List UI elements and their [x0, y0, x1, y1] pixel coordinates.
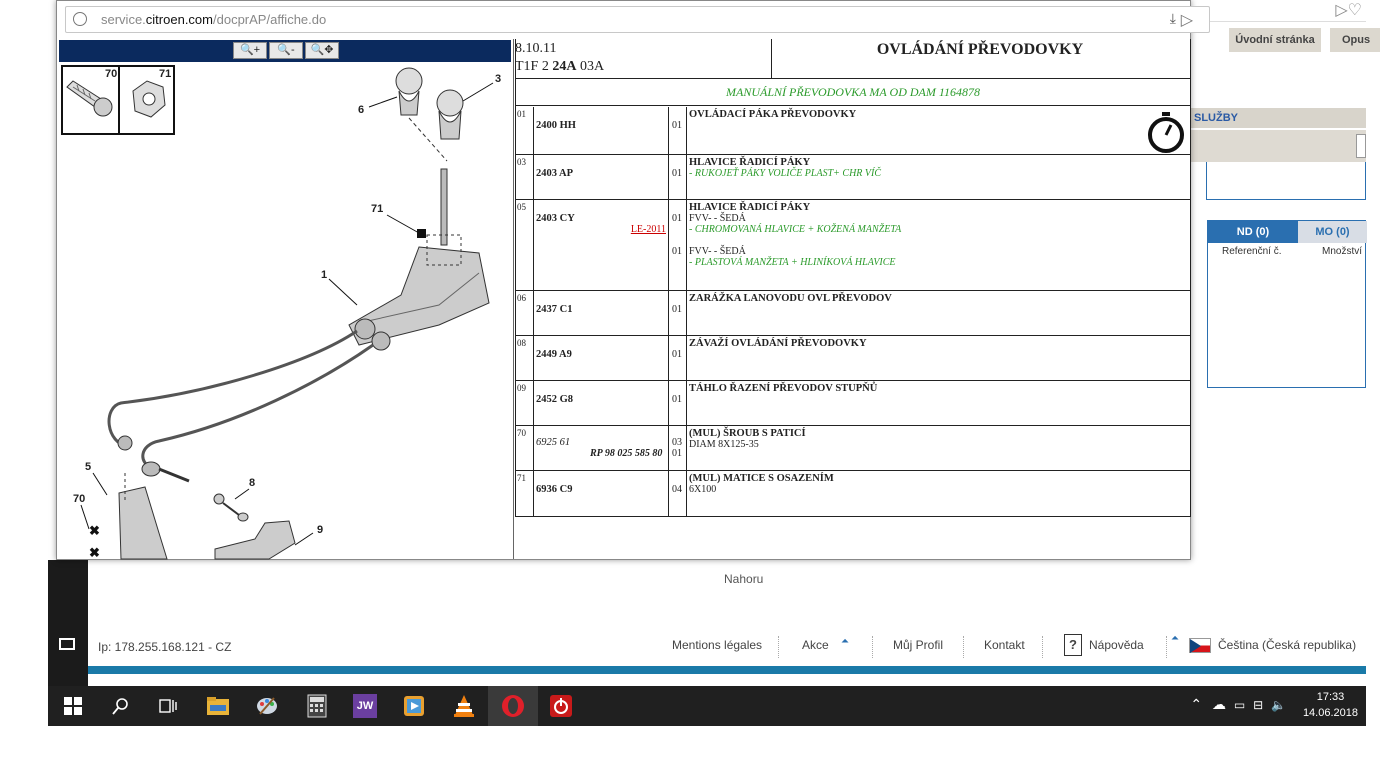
footer: [88, 632, 1366, 662]
row-qty-cell: [669, 426, 687, 470]
part-description: OVLÁDACÍ PÁKA PŘEVODOVKY: [689, 109, 857, 120]
row-qty-cell: [669, 107, 687, 154]
battery-icon[interactable]: ▭: [1233, 698, 1246, 712]
part-note: - PLASTOVÁ MANŽETA + HLINÍKOVÁ HLAVICE: [689, 257, 896, 268]
czech-flag-icon[interactable]: [1189, 638, 1211, 653]
clock-date: 14.06.2018: [1302, 707, 1358, 719]
callout-3: 3: [495, 73, 502, 85]
footer-separator: [1166, 636, 1167, 658]
calculator-icon[interactable]: [304, 693, 330, 719]
callout-70: 70: [73, 493, 86, 505]
back-to-top-link[interactable]: Nahoru: [724, 572, 764, 586]
footer-separator: [963, 636, 964, 658]
part-number[interactable]: 2400 HH: [536, 120, 576, 131]
cloud-icon[interactable]: ☁: [1211, 696, 1226, 712]
row-desc-cell: [687, 336, 1191, 380]
system-tray[interactable]: [1190, 696, 1286, 713]
chevron-up-icon[interactable]: ⌃: [1190, 696, 1203, 712]
part-description: ZARÁŽKA LANOVODU OVL PŘEVODOV: [689, 293, 892, 304]
table-row[interactable]: [515, 155, 1191, 200]
table-row[interactable]: [515, 200, 1191, 291]
quantity: 01: [672, 448, 682, 459]
row-position: 06: [515, 291, 534, 335]
footer-link-akce[interactable]: Akce: [802, 638, 829, 652]
header-divider: [771, 39, 772, 79]
row-qty-cell: [669, 381, 687, 425]
svg-text:✖: ✖: [89, 545, 100, 560]
row-part-number-cell: [534, 426, 669, 470]
footer-separator: [778, 636, 779, 658]
quantity: 01: [672, 394, 682, 405]
vlc-icon[interactable]: [451, 693, 477, 719]
row-desc-cell: [687, 426, 1191, 470]
services-bar: [1190, 130, 1366, 162]
table-row[interactable]: [515, 336, 1191, 381]
part-description: ZÁVAŽÍ OVLÁDÁNÍ PŘEVODOVKY: [689, 338, 867, 349]
row-part-number-cell: [534, 155, 669, 199]
row-qty-cell: [669, 336, 687, 380]
zoom-pan-button[interactable]: 🔍✥: [305, 42, 339, 59]
clock-time: 17:33: [1316, 691, 1345, 703]
col-quantity: Množství: [1322, 246, 1363, 257]
row-part-number-cell: [534, 200, 669, 290]
clock[interactable]: [1303, 689, 1358, 721]
footer-link-profile[interactable]: Můj Profil: [893, 638, 944, 652]
svg-text:✖: ✖: [89, 523, 100, 538]
diagram-toolbar: [59, 40, 511, 62]
document-subtitle: MANUÁLNÍ PŘEVODOVKA MA OD DAM 1164878: [515, 80, 1191, 106]
stopwatch-icon[interactable]: [1145, 111, 1187, 153]
tab-nd[interactable]: ND (0): [1208, 221, 1298, 243]
cart-panel: [1207, 220, 1366, 388]
quantity: 01: [672, 349, 682, 360]
thumb-label-71: 71: [159, 68, 172, 80]
col-reference: Referenční č.: [1222, 246, 1282, 257]
part-note: - CHROMOVANÁ HLAVICE + KOŽENÁ MANŽETA: [689, 224, 902, 235]
zoom-in-button[interactable]: 🔍+: [233, 42, 267, 59]
footer-bar: [88, 666, 1366, 674]
table-row[interactable]: [515, 107, 1191, 155]
network-icon[interactable]: ⊟: [1253, 698, 1264, 712]
le-link[interactable]: LE-2011: [630, 224, 666, 235]
windows-start-icon[interactable]: [60, 693, 86, 719]
tab-opus[interactable]: Opus: [1330, 28, 1380, 52]
table-row[interactable]: [515, 381, 1191, 426]
task-view-icon[interactable]: [155, 693, 181, 719]
table-row[interactable]: [515, 291, 1191, 336]
row-position: 09: [515, 381, 534, 425]
part-description: TÁHLO ŘAZENÍ PŘEVODOV STUPŇŮ: [689, 383, 878, 394]
part-description: HLAVICE ŘADICÍ PÁKY: [689, 202, 811, 213]
row-qty-cell: [669, 155, 687, 199]
jw-app-icon[interactable]: JW: [353, 694, 377, 718]
globe-icon: [73, 12, 87, 26]
row-desc-cell: [687, 155, 1191, 199]
part-description: HLAVICE ŘADICÍ PÁKY: [689, 157, 811, 168]
document-title: OVLÁDÁNÍ PŘEVODOVKY: [876, 41, 1084, 58]
panel-toggle-icon[interactable]: [59, 638, 75, 650]
row-part-number-cell: [534, 291, 669, 335]
exploded-diagram[interactable]: [59, 63, 511, 559]
windows-taskbar: [48, 686, 1366, 726]
part-spec: DIAM 8X125-35: [689, 439, 759, 450]
row-part-number-cell: [534, 107, 669, 154]
footer-separator: [872, 636, 873, 658]
thumb-label-70: 70: [105, 68, 118, 80]
send-icon[interactable]: ▷: [1180, 12, 1193, 29]
part-number[interactable]: 2403 CY: [536, 213, 575, 224]
row-desc-cell: [687, 381, 1191, 425]
part-description: (MUL) MATICE S OSAZENÍM: [689, 473, 834, 484]
row-qty-cell: [669, 200, 687, 290]
doc-code-2: T1F 2 24A 03A: [515, 59, 605, 74]
row-part-number-cell: [534, 381, 669, 425]
footer-spacer: [88, 674, 1366, 686]
part-description: (MUL) ŠROUB S PATICÍ: [689, 428, 806, 439]
callout-6: 5: [85, 461, 92, 473]
part-number[interactable]: 2437 C1: [536, 304, 573, 315]
row-position: 71: [515, 471, 534, 516]
footer-separator: [1042, 636, 1043, 658]
part-number[interactable]: 2403 AP: [536, 168, 574, 179]
callout-9: 8: [249, 477, 256, 489]
part-variant: FVV- - ŠEDÁ: [689, 213, 746, 224]
quantity: 01: [672, 304, 682, 315]
services-header: SLUŽBY: [1190, 108, 1366, 128]
arrow-up-icon[interactable]: ⏶: [841, 636, 849, 647]
row-position: 03: [515, 155, 534, 199]
gearshift-drawing: [59, 63, 511, 559]
footer-link-help[interactable]: Nápověda: [1089, 638, 1144, 652]
services-box[interactable]: [1356, 134, 1366, 158]
url-text[interactable]: service.citroen.com/docprAP/affiche.do: [101, 12, 327, 27]
ip-address: Ip: 178.255.168.121 - CZ: [98, 640, 232, 654]
footer-link-legal[interactable]: Mentions légales: [672, 638, 763, 652]
send-heart-icons[interactable]: ▷♡: [1335, 2, 1362, 19]
document-header: [515, 39, 1191, 79]
quantity: 01: [672, 246, 682, 257]
side-strip: [48, 560, 88, 686]
row-part-number-cell: [534, 471, 669, 516]
table-row[interactable]: [515, 426, 1191, 471]
quantity: 01: [672, 168, 682, 179]
row-desc-cell: [687, 200, 1191, 290]
doc-code-1: 8.10.11: [515, 41, 557, 56]
row-qty-cell: [669, 291, 687, 335]
quantity: 01: [672, 213, 682, 224]
quantity: 01: [672, 120, 682, 131]
file-explorer-icon[interactable]: [205, 693, 231, 719]
part-variant: FVV- - ŠEDÁ: [689, 246, 746, 257]
callout-5: 6: [358, 104, 365, 116]
part-spec: 6X100: [689, 484, 717, 495]
part-number[interactable]: 2449 A9: [536, 349, 572, 360]
opera-icon[interactable]: [500, 693, 526, 719]
row-position: 05: [515, 200, 534, 290]
zoom-out-button[interactable]: 🔍-: [269, 42, 303, 59]
power-app-icon[interactable]: [548, 693, 574, 719]
callout-71: 71: [371, 203, 384, 215]
part-number-alt[interactable]: RP 98 025 585 80: [590, 448, 663, 459]
help-icon[interactable]: ?: [1064, 634, 1082, 656]
row-desc-cell: [687, 291, 1191, 335]
row-position: 01: [515, 107, 534, 154]
flag-triangle: [1190, 639, 1201, 653]
row-desc-cell: [687, 471, 1191, 516]
popup-window: [56, 0, 1191, 560]
row-qty-cell: [669, 471, 687, 516]
tab-home[interactable]: Úvodní stránka: [1229, 28, 1321, 52]
row-position: 08: [515, 336, 534, 380]
row-position: 70: [515, 426, 534, 470]
callout-8: 9: [317, 524, 324, 536]
quantity: 04: [672, 484, 682, 495]
media-player-icon[interactable]: [401, 693, 427, 719]
background-topbar: [1192, 0, 1366, 22]
download-icon[interactable]: ⤓: [1169, 10, 1176, 26]
part-number[interactable]: 2452 G8: [536, 394, 574, 405]
quantity: 03: [672, 437, 682, 448]
table-row[interactable]: [515, 471, 1191, 517]
row-part-number-cell: [534, 336, 669, 380]
footer-link-language[interactable]: Čeština (Česká republika): [1218, 638, 1357, 652]
arrow-up-icon[interactable]: ⏶: [1171, 633, 1179, 644]
search-icon[interactable]: [108, 693, 134, 719]
services-panel: [1206, 162, 1366, 200]
pane-divider: [513, 39, 514, 559]
callout-1: 1: [321, 269, 328, 281]
footer-link-contact[interactable]: Kontakt: [984, 638, 1025, 652]
volume-icon[interactable]: 🔈: [1271, 698, 1286, 712]
paint-icon[interactable]: [254, 693, 280, 719]
tab-mo[interactable]: MO (0): [1298, 221, 1367, 243]
address-bar[interactable]: [65, 6, 1210, 33]
row-desc-cell: [687, 107, 1191, 154]
part-number[interactable]: 6925 61: [536, 437, 571, 448]
part-number[interactable]: 6936 C9: [536, 484, 573, 495]
part-note: - RUKOJEŤ PÁKY VOLIČE PLAST+ CHR VÍČ: [689, 168, 882, 179]
